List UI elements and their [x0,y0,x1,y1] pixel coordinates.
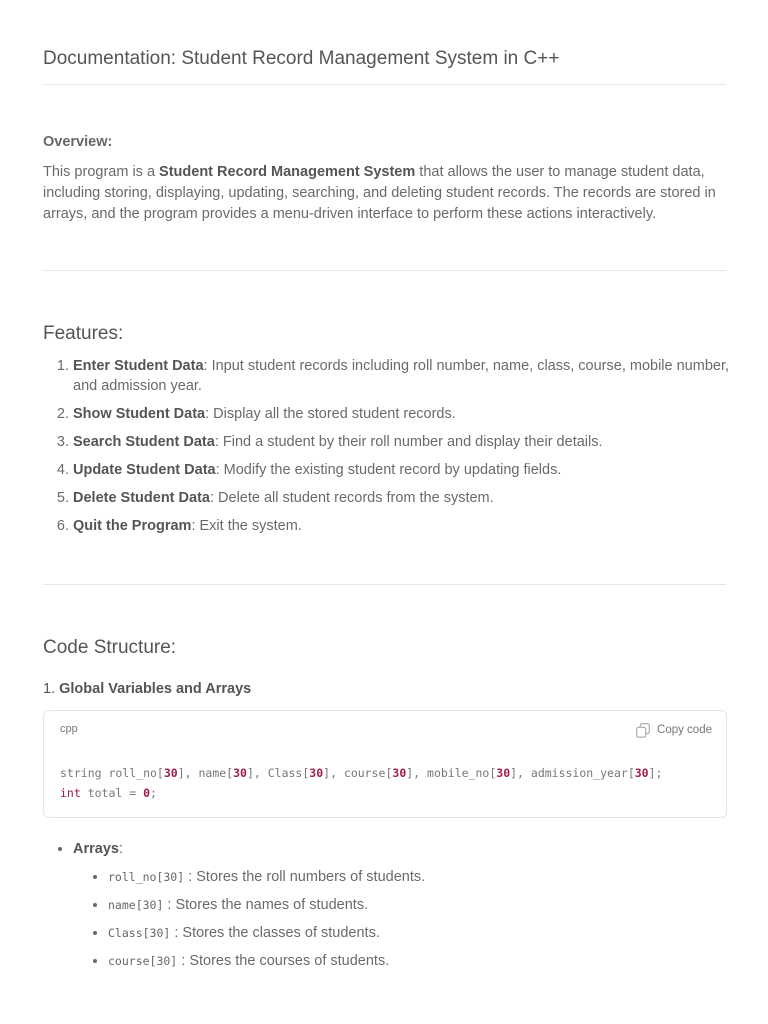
overview-paragraph [43,162,733,225]
inline-code: name[30] [108,898,164,912]
feature-title: Quit the Program [73,518,192,534]
code-content [60,763,662,803]
inline-code: roll_no[30] [108,870,185,884]
code-number-token: 30 [163,766,178,780]
feature-desc: : Display all the stored student records. [205,406,456,422]
code-language-label: cpp [60,723,78,735]
code-line [60,786,157,800]
code-structure-heading: Code Structure: [43,637,177,658]
feature-title: Search Student Data [73,434,215,450]
list-item [73,404,733,424]
overview-label: Overview: [43,134,113,150]
feature-title: Delete Student Data [73,490,210,506]
copy-code-label: Copy code [657,724,712,736]
inline-code: course[30] [108,954,178,968]
overview-text-end: that allows the user to manage student data, including storing, displaying, updating, searching, and deleting student records. The records are stored in arrays, and the program provides a menu-driven interface to perform these actions interactively. [43,164,716,222]
code-number-token: 0 [143,786,151,800]
feature-desc: : Input student records including roll number, name, class, course, mobile number, and admission year. [73,358,730,394]
code-token: ; [150,786,157,800]
copy-code-button[interactable] [634,721,712,739]
features-list [43,356,733,544]
feature-title: Enter Student Data [73,358,204,374]
list-item [108,923,425,943]
code-token: ], mobile_no[ [406,766,497,780]
array-desc: : Stores the names of students. [163,897,369,913]
list-item [108,951,425,971]
array-desc: : Stores the roll numbers of students. [184,869,426,885]
feature-desc: : Modify the existing student record by updating fields. [215,462,562,478]
code-number-token: 30 [309,766,324,780]
feature-desc: : Find a student by their roll number and display their details. [214,434,603,450]
arrays-colon: : [118,841,123,857]
list-item [108,895,425,915]
feature-desc: : Delete all student records from the system. [209,490,494,506]
feature-title: Show Student Data [73,406,206,422]
code-number-token: 30 [233,766,247,780]
features-heading: Features: [43,323,124,344]
code-keyword-token: int [60,786,81,800]
code-token: string roll_no[ [60,766,164,780]
list-item [73,516,733,536]
list-item [108,867,425,887]
list-item [73,356,733,396]
page-title: Documentation: Student Record Management System in C++ [43,48,560,69]
arrays-sublist [73,867,425,971]
arrays-list [43,839,425,979]
code-token: total = [80,786,144,800]
subsection-number: 1. [43,681,60,697]
code-number-token: 30 [634,766,649,780]
code-token: ], Class[ [246,766,310,780]
code-number-token: 30 [392,766,407,780]
subsection-title: Global Variables and Arrays [59,681,252,697]
code-token: ], admission_year[ [510,766,635,780]
code-token: ]; [648,766,663,780]
code-number-token: 30 [496,766,511,780]
subsection-heading [43,681,251,697]
divider [43,584,726,585]
list-item [73,460,733,480]
code-token: ], course[ [323,766,393,780]
overview-text-start: This program is a [43,164,160,180]
list-item [73,488,733,508]
divider [43,270,726,271]
code-line [60,766,662,780]
array-desc: : Stores the courses of students. [177,953,390,969]
divider [43,84,726,85]
inline-code: Class[30] [108,926,171,940]
overview-text-bold: Student Record Management System [159,164,416,180]
feature-title: Update Student Data [73,462,216,478]
copy-icon [634,721,652,739]
list-item [73,839,425,971]
code-block [43,710,727,818]
arrays-label: Arrays [73,841,119,857]
code-token: ], name[ [177,766,234,780]
array-desc: : Stores the classes of students. [170,925,380,941]
list-item [73,432,733,452]
feature-desc: : Exit the system. [191,518,302,534]
